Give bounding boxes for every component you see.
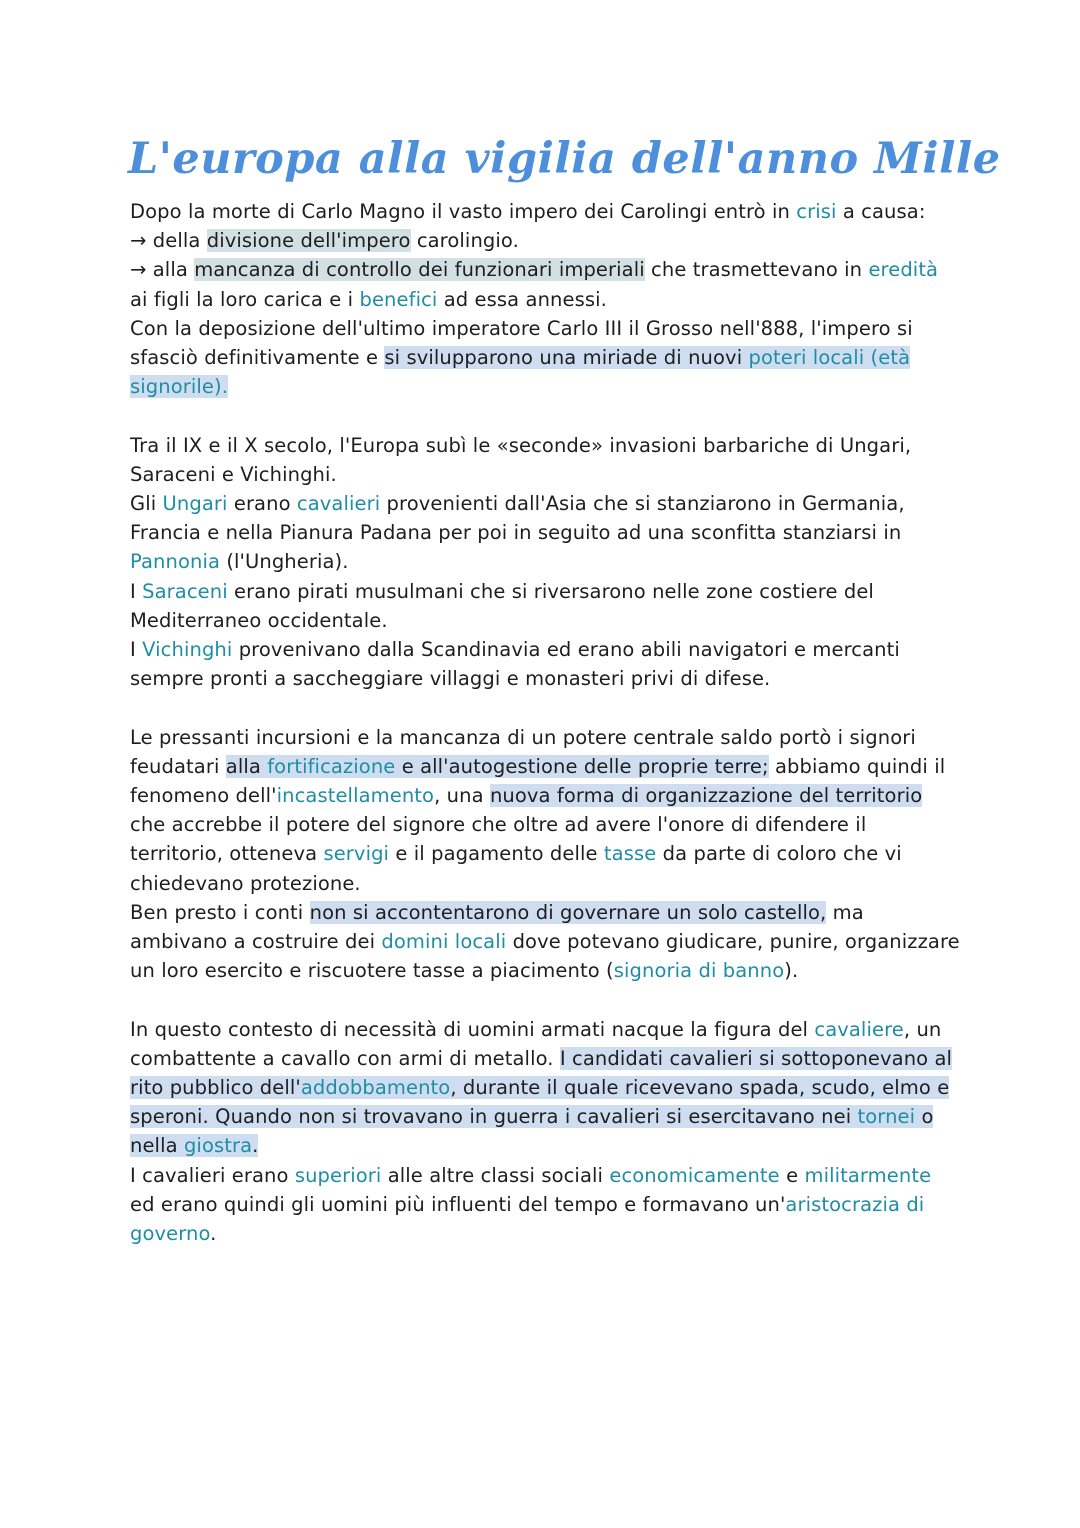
highlight-division: divisione dell'impero: [206, 229, 411, 253]
keyword-services: servigi: [323, 842, 390, 866]
keyword-crisis: crisi: [796, 200, 837, 223]
keyword-local-domains: domini locali: [381, 930, 507, 954]
arrow-icon: →: [130, 258, 147, 282]
counts-paragraph: Ben presto i conti non si accontentarono di governare un solo castello, ma ambivano a costruire dei domini locali dove potevano giudicare, punire, organizzare un loro esercito e riscuotere tasse a piacimento (signoria di banno).: [130, 900, 960, 983]
highlight-lack-of-control: mancanza di controllo dei funzionari imperiali: [194, 258, 645, 282]
section-gap: [130, 693, 960, 722]
keyword-knights: cavalieri: [296, 492, 381, 516]
section-incastellamento: [130, 723, 960, 986]
keyword-benefits: benefici: [359, 287, 438, 311]
keyword-economically: economicamente: [609, 1163, 780, 1187]
keyword-aristocracy: aristocrazia di governo: [130, 1192, 925, 1246]
deposition-paragraph: Con la deposizione dell'ultimo imperatore Carlo III il Grosso nell'888, l'impero si sfasciò definitivamente e si svilupparono una miriade di nuovi poteri locali (età signorile).: [130, 316, 913, 399]
vikings-paragraph: I Vichinghi provenivano dalla Scandinavia ed erano abili navigatori e mercanti sempre pronti a saccheggiare villaggi e monasteri privi di difese.: [130, 638, 900, 691]
highlight-fortification: alla fortificazione e all'autogestione delle proprie terre;: [225, 754, 769, 778]
section-gap: [130, 401, 960, 430]
highlight-single-castle: non si accontentarono di governare un solo castello,: [309, 900, 827, 924]
keyword-hungarians: Ungari: [162, 492, 228, 516]
castles-paragraph: Le pressanti incursioni e la mancanza di un potere centrale saldo portò i signori feudatari alla fortificazione e all'autogestione delle proprie terre; abbiamo quindi il fenomeno dell'incastellamento, una nuova forma di organizzazione del territorio che accrebbe il potere del signore che oltre ad avere l'onore di difendere il territorio, otteneva servigi e il pagamento delle tasse da parte di coloro che vi chiedevano protezione.: [130, 725, 946, 895]
keyword-vikings: Vichinghi: [142, 638, 233, 662]
keyword-dubbing: addobbamento: [300, 1076, 451, 1100]
arrow-icon: →: [130, 229, 147, 253]
keyword-joust: giostra: [183, 1134, 253, 1158]
highlight-new-organization: nuova forma di organizzazione del territorio: [489, 784, 923, 808]
invasions-intro: Tra il IX e il X secolo, l'Europa subì le «seconde» invasioni barbariche di Ungari, Saraceni e Vichinghi.: [130, 433, 912, 486]
section-knighthood: [130, 1015, 960, 1249]
bullet-control: → alla mancanza di controllo dei funzionari imperiali che trasmettevano in eredità ai figli la loro carica e i benefici ad essa annessi.: [130, 258, 939, 311]
notes-body: [130, 197, 960, 1248]
hungarians-paragraph: Gli Ungari erano cavalieri provenienti dall'Asia che si stanziarono in Germania, Francia e nella Pianura Padana per poi in seguito ad una sconfitta stanziarsi in Pannonia (l'Ungheria).: [130, 492, 905, 574]
bullet-division: → della divisione dell'impero carolingio.: [130, 229, 519, 253]
keyword-banno: signoria di banno: [613, 959, 785, 983]
keyword-local-powers: poteri locali (età signorile).: [130, 346, 911, 399]
keyword-incastellamento: incastellamento: [276, 784, 435, 808]
page-title: L'europa alla vigilia dell'anno Mille: [128, 134, 1001, 184]
keyword-saracens: Saraceni: [142, 579, 228, 603]
section-invasions: [130, 431, 960, 694]
knight-paragraph: In questo contesto di necessità di uomini armati nacque la figura del cavaliere, un combattente a cavallo con armi di metallo. I candidati cavalieri si sottoponevano al rito pubblico dell'addobbamento, durante il quale ricevevano spada, scudo, elmo e speroni. Quando non si trovavano in guerra i cavalieri si esercitavano nei tornei o nella giostra.: [130, 1017, 953, 1158]
keyword-militarily: militarmente: [804, 1163, 932, 1187]
keyword-pannonia: Pannonia: [130, 550, 221, 574]
saracens-paragraph: I Saraceni erano pirati musulmani che si riversarono nelle zone costiere del Mediterraneo occidentale.: [130, 579, 874, 632]
keyword-taxes: tasse: [603, 842, 657, 866]
knights-status-paragraph: I cavalieri erano superiori alle altre classi sociali economicamente e militarmente ed erano quindi gli uomini più influenti del tempo e formavano un'aristocrazia di governo.: [130, 1163, 932, 1246]
section-carolingian-crisis: [130, 197, 960, 401]
keyword-knight: cavaliere: [814, 1017, 904, 1041]
highlight-local-powers: si svilupparono una miriade di nuovi poteri locali (età signorile).: [130, 346, 911, 399]
section-gap: [130, 985, 960, 1014]
intro-paragraph: Dopo la morte di Carlo Magno il vasto impero dei Carolingi entrò in crisi a causa:: [130, 200, 926, 223]
highlight-dubbing: I candidati cavalieri si sottoponevano al rito pubblico dell'addobbamento, durante il quale ricevevano spada, scudo, elmo e speroni. Quando non si trovavano in guerra i cavalieri si esercitavano nei tornei o nella giostra.: [130, 1046, 953, 1158]
keyword-tournaments: tornei: [857, 1105, 916, 1129]
keyword-fortification: fortificazione: [267, 754, 396, 778]
keyword-heredity: eredità: [868, 258, 939, 282]
keyword-superior: superiori: [294, 1163, 382, 1187]
